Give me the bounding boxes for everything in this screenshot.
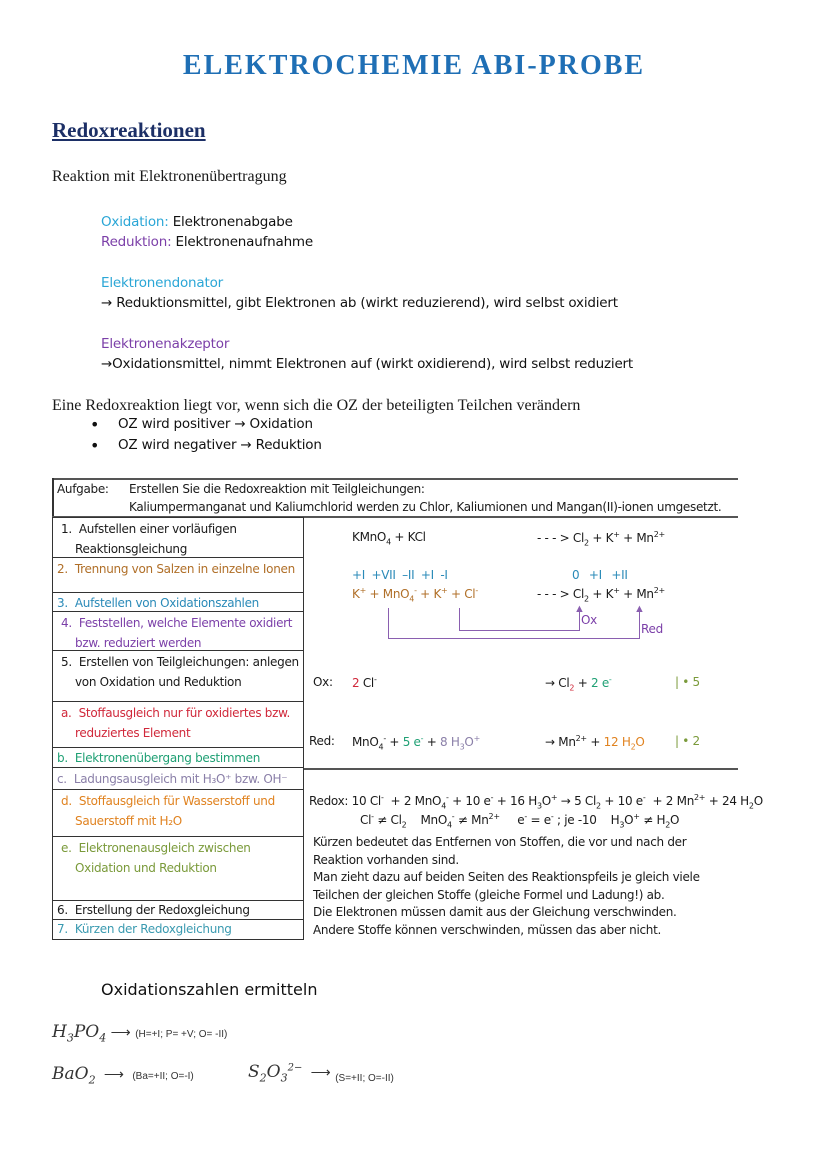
- table-left-border: [52, 478, 54, 518]
- step-1: 1. Aufstellen einer vorläufigen Reaktionsgleichung: [52, 517, 304, 558]
- task-line-1: Erstellen Sie die Redoxreaktion mit Teilgleichungen:: [129, 482, 425, 496]
- section-heading: Redoxreaktionen: [52, 118, 206, 142]
- red-left: MnO$_4$- + 5 e- + 8 $H_3O^+$: [352, 734, 480, 752]
- step-5d: d. Stoffausgleich für Wasserstoff und Sauerstoff mit H₂O: [52, 789, 304, 837]
- oz-left: +I +VII –II +I -I: [352, 568, 448, 582]
- oz-example-s2o3: $S_2O_3^{2-}$ ⟶ $_{(S=+II; O=-II)}$: [248, 1062, 394, 1085]
- ox-right: → $Cl_2 + 2$ e-: [545, 675, 612, 693]
- ox-arrow-label: Ox: [581, 613, 597, 627]
- donator-text: → Reduktionsmittel, gibt Elektronen ab (wirkt reduzierend), wird selbst oxidiert: [101, 295, 618, 311]
- red-right: → $Mn^{2+} + 12$ $H_2O$: [545, 734, 645, 752]
- step-5e: e. Elektronenausgleich zwischen Oxidation und Reduktion: [52, 836, 304, 901]
- prelim-equation-left: KMnO$_4$ + KCl: [352, 530, 426, 547]
- bullet-item: • OZ wird negativer → Reduktion: [90, 437, 322, 458]
- oxidation-text: Elektronenabgabe: [172, 214, 293, 230]
- bullet-item: • OZ wird positiver → Oxidation: [90, 416, 322, 437]
- task-line-2: Kaliumpermanganat und Kaliumchlorid werden zu Chlor, Kaliumionen und Mangan(II)-ionen umgesetzt.: [129, 500, 722, 514]
- oz-right: 0 +I +II: [572, 568, 628, 582]
- ox-left: 2 Cl-: [352, 675, 377, 690]
- akzeptor-label: Elektronenakzeptor: [101, 336, 230, 352]
- step-7: 7. Kürzen der Redoxgleichung: [52, 919, 304, 940]
- document-title: ELEKTROCHEMIE ABI-PROBE: [182, 50, 646, 81]
- oz-example-h3po4: $H_3PO_4$ ⟶ (H=+I; P= +V; O= -II): [52, 1022, 228, 1045]
- ox-connector-line: [459, 608, 580, 631]
- ox-label: Ox:: [313, 675, 333, 689]
- prelim-equation-right: - - - > $Cl_2 + K^+ + Mn^{2+}$: [537, 530, 665, 548]
- reduktion-text: Elektronenaufnahme: [175, 234, 313, 250]
- step-5: 5. Erstellen von Teilgleichungen: anlegen von Oxidation und Reduktion: [52, 650, 304, 702]
- red-arrow-label: Red: [641, 622, 663, 636]
- ox-factor: | • 5: [675, 675, 700, 689]
- ox-arrowhead-icon: ▲: [574, 603, 585, 615]
- donator-label: Elektronendonator: [101, 275, 223, 291]
- redox-condition: Eine Redoxreaktion liegt vor, wenn sich die OZ der beteiligten Teilchen verändern: [52, 397, 581, 414]
- compare-line: $Cl^- \ne Cl_2$ $MnO_4^- \ne Mn^{2+}$ e- = e- ; je -10 $H_3O^+ \ne H_2O$: [360, 812, 680, 830]
- ions-right: - - - > $Cl_2 + K^+ + Mn^{2+}$: [537, 586, 665, 604]
- reduktion-label: Reduktion:: [101, 234, 172, 250]
- redox-equation: Redox: 10 Cl- + 2 MnO$_4$- + 10 e- + 16 $H_3O^+ \to 5$ $Cl_2 + 10$ e- + 2 $Mn^{2+} + 24$ $H_2O$: [309, 793, 763, 811]
- equations-divider: [304, 768, 738, 770]
- bullet-list: [90, 416, 322, 458]
- kuerzen-explanation: Kürzen bedeutet das Entfernen von Stoffen, die vor und nach der Reaktion vorhanden sind. Man zieht dazu auf beiden Seiten des Reaktionspfeils je gleich viele Teilchen der gleichen Stoffe (gleiche Formel und Ladung!) ab. Die Elektronen müssen damit aus der Gleichung verschwinden. Andere Stoffe können verschwinden, müssen das aber nicht.: [313, 835, 700, 937]
- step-5c: c. Ladungsausgleich mit H₃O⁺ bzw. OH⁻: [52, 767, 304, 790]
- step-6: 6. Erstellung der Redoxgleichung: [52, 900, 304, 920]
- akzeptor-text: →Oxidationsmittel, nimmt Elektronen auf (wirkt oxidierend), wird selbst reduziert: [101, 356, 633, 372]
- step-2: 2. Trennung von Salzen in einzelne Ionen: [52, 557, 304, 593]
- step-3: 3. Aufstellen von Oxidationszahlen: [52, 592, 304, 612]
- oz-section-heading: Oxidationszahlen ermitteln: [101, 980, 318, 999]
- oxidation-label: Oxidation:: [101, 214, 169, 230]
- oz-example-bao2: BaO$_2$ ⟶ (Ba=+II; O=-I): [52, 1064, 194, 1087]
- intro-text: Reaktion mit Elektronenübertragung: [52, 168, 287, 185]
- red-factor: | • 2: [675, 734, 700, 748]
- step-4: 4. Feststellen, welche Elemente oxidiert bzw. reduziert werden: [52, 611, 304, 651]
- ions-left: K+ + MnO$_4$- + K+ + Cl-: [352, 586, 478, 604]
- step-5b: b. Elektronenübergang bestimmen: [52, 747, 304, 768]
- reduktion-definition: [101, 234, 313, 250]
- table-top-border: [52, 478, 738, 480]
- step-5a: a. Stoffausgleich nur für oxidiertes bzw. reduziertes Element: [52, 701, 304, 748]
- red-label: Red:: [309, 734, 335, 748]
- task-label: Aufgabe:: [57, 482, 109, 496]
- red-arrowhead-icon: ▲: [634, 603, 645, 615]
- oxidation-definition: [101, 214, 293, 230]
